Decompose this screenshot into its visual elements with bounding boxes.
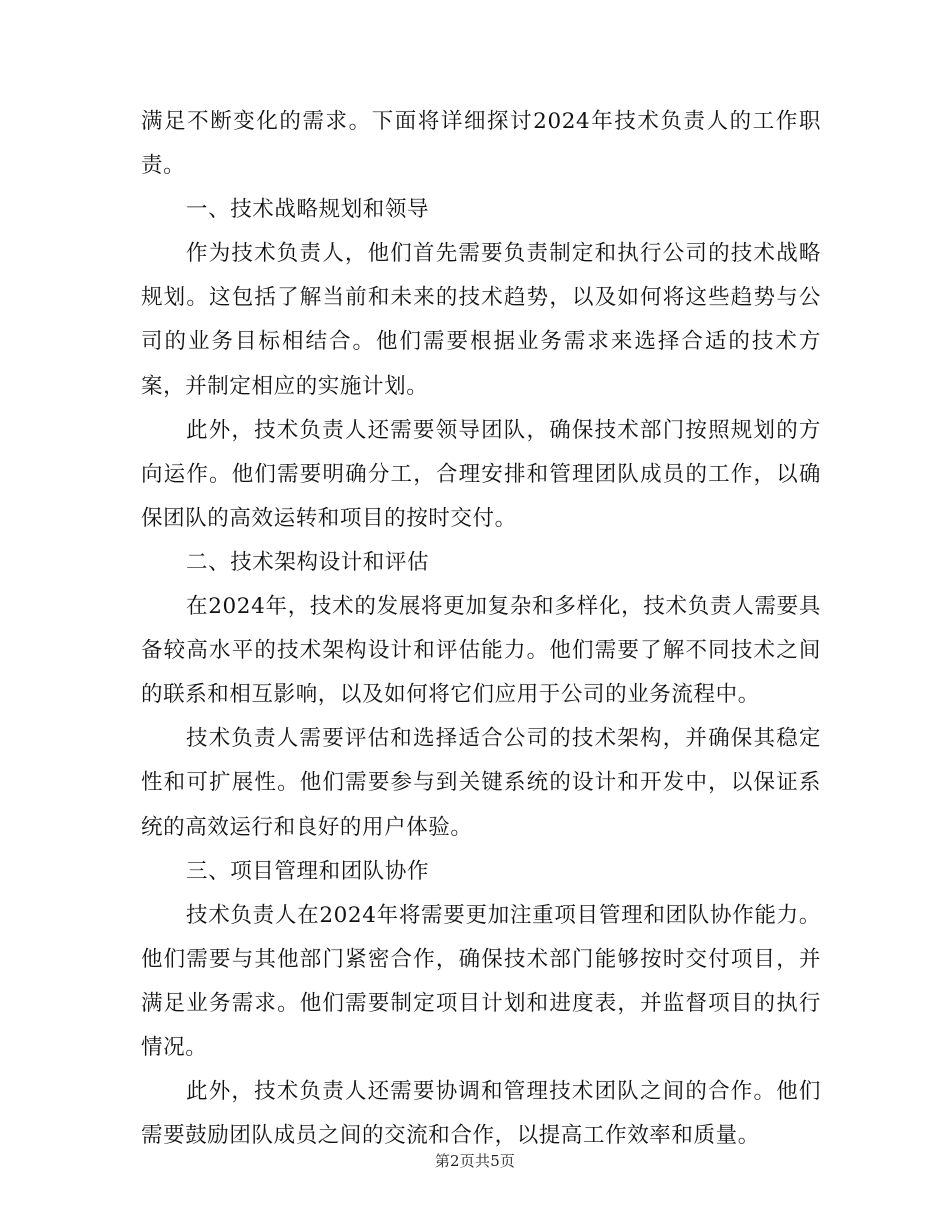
paragraph-continuation: 满足不断变化的需求。下面将详细探讨2024年技术负责人的工作职责。 <box>141 109 821 179</box>
page-number-footer: 第2页共5页 <box>434 1152 516 1170</box>
paragraph: 技术负责人需要评估和选择适合公司的技术架构，并确保其稳定性和可扩展性。他们需要参与到关键系统的设计和开发中，以保证系统的高效运行和良好的用户体验。 <box>141 726 821 840</box>
paragraph: 在2024年，技术的发展将更加复杂和多样化，技术负责人需要具备较高水平的技术架构设计和评估能力。他们需要了解不同技术之间的联系和相互影响，以及如何将它们应用于公司的业务流程中。 <box>141 594 821 708</box>
document-body <box>141 100 821 1158</box>
paragraph: 此外，技术负责人还需要协调和管理技术团队之间的合作。他们需要鼓励团队成员之间的交流和合作，以提高工作效率和质量。 <box>141 1079 821 1149</box>
section-heading-2: 二、技术架构设计和评估 <box>186 549 430 575</box>
section-heading-1: 一、技术战略规划和领导 <box>186 197 430 223</box>
section-heading-3: 三、项目管理和团队协作 <box>186 858 430 884</box>
paragraph: 此外，技术负责人还需要领导团队，确保技术部门按照规划的方向运作。他们需要明确分工，合理安排和管理团队成员的工作，以确保团队的高效运转和项目的按时交付。 <box>141 417 821 531</box>
paragraph: 作为技术负责人，他们首先需要负责制定和执行公司的技术战略规划。这包括了解当前和未来的技术趋势，以及如何将这些趋势与公司的业务目标相结合。他们需要根据业务需求来选择合适的技术方案，并制定相应的实施计划。 <box>141 241 821 399</box>
paragraph: 技术负责人在2024年将需要更加注重项目管理和团队协作能力。他们需要与其他部门紧密合作，确保技术部门能够按时交付项目，并满足业务需求。他们需要制定项目计划和进度表，并监督项目的执行情况。 <box>141 902 821 1060</box>
